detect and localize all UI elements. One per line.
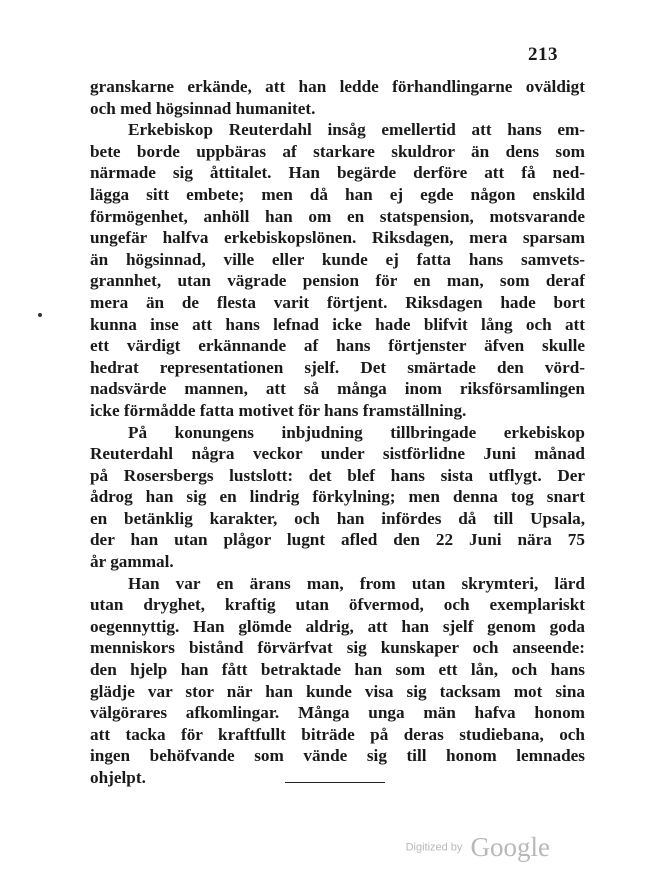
text-line: bete borde uppbäras af starkare skuldror än dens som (90, 141, 585, 161)
digitized-by-google-watermark (406, 832, 550, 863)
text-line: der han utan plågor lugnt afled den 22 Juni nära 75 (90, 530, 585, 550)
text-line: granskarne erkände, att han ledde förhandlingarne oväldigt (90, 77, 585, 96)
text-line: lägga sitt embete; men då han ej egde någon enskild (90, 184, 585, 204)
text-line: Reuterdahl några veckor under sistförlidne Juni månad (90, 444, 585, 464)
text-line: än högsinnad, ville eller kunde ej fatta hans samvets- (90, 249, 585, 269)
text-line: menniskors bistånd förvärfvat sig kunskaper och anseende: (90, 638, 585, 658)
margin-speck (38, 313, 42, 317)
text-line: ådrog han sig en lindrig förkylning; men denna tog snart (90, 487, 585, 507)
text-line: På konungens inbjudning tillbringade erkebiskop (128, 422, 585, 442)
text-line: grannhet, utan vägrade pension för en man, som deraf (90, 271, 585, 291)
text-line: ohjelpt. (90, 768, 146, 787)
text-line: kunna inse att hans lefnad icke hade blifvit lång och att (90, 314, 585, 334)
google-logo: Google (470, 832, 550, 862)
text-line: Han var en ärans man, from utan skrymteri, lärd (128, 573, 585, 593)
text-line: ett värdigt erkännande af hans förtjenster äfven skulle (90, 336, 585, 356)
text-line: ingen behöfvande som vände sig till honom lemnades (90, 746, 585, 766)
text-line: glädje var stor när han kunde visa sig tacksam mot sina (90, 681, 585, 701)
watermark-prefix: Digitized by (405, 841, 463, 854)
text-line: nadsvärde mannen, att så många inom riksförsamlingen (90, 379, 585, 399)
text-line: närmade sig åttitalet. Han begärde derföre att få ned- (90, 163, 585, 183)
text-line: och med högsinnad humanitet. (90, 98, 316, 118)
text-line: Erkebiskop Reuterdahl insåg emellertid att hans em- (128, 120, 585, 140)
text-line: mera än de flesta varit förtjent. Riksdagen hade bort (90, 292, 585, 312)
text-line: förmögenhet, anhöll han om en statspension, motsvarande (90, 206, 585, 226)
text-line: den hjelp han fått betraktade han som ett lån, och hans (90, 660, 585, 680)
text-line: år gammal. (90, 552, 174, 572)
text-line: välgörares afkomlingar. Många unga män hafva honom (90, 703, 585, 723)
body-text (90, 76, 585, 789)
text-line: oegennyttig. Han glömde aldrig, att han sjelf genom goda (90, 616, 585, 636)
section-divider-rule (285, 782, 385, 783)
text-line: utan dryghet, kraftig utan öfvermod, och exemplariskt (90, 595, 585, 615)
text-line: icke förmådde fatta motivet för hans framställning. (90, 400, 467, 420)
text-line: ungefär halfva erkebiskopslönen. Riksdagen, mera sparsam (90, 228, 585, 248)
text-line: att tacka för kraftfullt biträde på deras studiebana, och (90, 724, 585, 744)
text-line: hedrat representationen sjelf. Det smärtade den vörd- (90, 357, 585, 377)
text-line: en betänklig karakter, och han infördes då till Upsala, (90, 508, 585, 528)
text-line: på Rosersbergs lustslott: det blef hans sista utflygt. Der (90, 465, 585, 485)
page-number: 213 (528, 44, 558, 65)
